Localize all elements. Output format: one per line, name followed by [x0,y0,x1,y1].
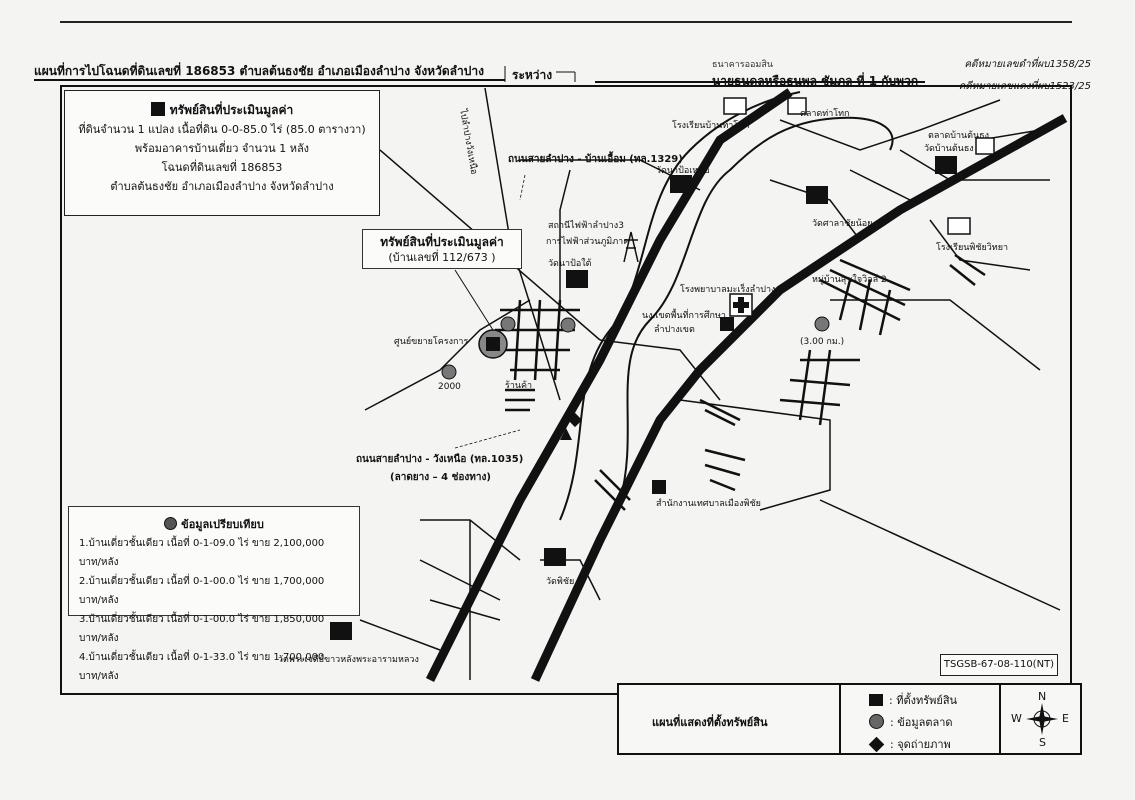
comparison-item: 3.บ้านเดี่ยวชั้นเดียว เนื้อที่ 0-1-00.0 ไร่ ขาย 1,850,000 บาท/หลัง [79,614,325,644]
compass-rose [1011,691,1073,751]
label-wat-ton-thong: วัดบ้านต้นธง [924,144,974,154]
footer-divider [839,685,841,753]
label-wat-pong-tai: วัดนาป้อใต้ [548,259,592,269]
legend-photo [869,735,951,753]
legend-market-label: : ข้อมูลตลาด [890,716,953,729]
label-community: ศูนย์ขยายโครงการ [394,337,469,347]
label-market-ton-thong: ตลาดบ้านต้นธง [928,131,990,141]
callout-title: ทรัพย์สินที่ประเมินมูลค่า [380,235,504,249]
case-number-black: คดีหมายเลขดำที่ผบ1358/25 [964,59,1091,70]
legend-panel [617,683,1082,755]
market-dot-icon [164,517,177,530]
property-square-icon [151,102,165,116]
compass-west: W [1011,712,1022,725]
legend-photo-label: : จุดถ่ายภาพ [890,738,951,751]
label-municipal-office: สำนักงานเทศบาลเมืองพิชัย [656,499,761,509]
property-box-line2: พร้อมอาคารบ้านเดี่ยว จำนวน 1 หลัง [134,142,310,155]
comparison-title: ข้อมูลเปรียบเทียบ [181,518,264,531]
road-label-1329: ถนนสายลำปาง - บ้านเอื้อม (ทล.1329) [508,154,683,165]
bank-name: ธนาคารออมสิน [712,60,773,70]
label-distance: (3.00 กม.) [800,337,845,347]
callout-subtitle: (บ้านเลขที่ 112/673 ) [388,251,496,264]
legend-property [869,691,957,709]
label-wat-chai-noi: วัดศาลาชัยน้อย [812,219,873,229]
road-label-1035: ถนนสายลำปาง - วังเหนือ (ทล.1035) [356,454,524,465]
market-dot-icon [869,714,884,729]
comparison-item: 4.บ้านเดี่ยวชั้นเดียว เนื้อที่ 0-1-33.0 ไร่ ขาย 1,700,000 บาท/หลัง [79,652,325,682]
property-box-line4: ตำบลต้นธงชัย อำเภอเมืองลำปาง จังหวัดลำปาง [110,180,334,193]
legend-market [869,713,953,731]
compass-east: E [1062,712,1069,725]
label-market-top: ตลาดท่าโทก [800,109,850,119]
label-wat-left-bottom: วัดพระเจดีย์ขาวหลังพระอารามหลวง [278,655,419,665]
comparison-item: 2.บ้านเดี่ยวชั้นเดียว เนื้อที่ 0-1-00.0 ไร่ ขาย 1,700,000 บาท/หลัง [79,576,325,606]
property-square-icon [869,694,883,706]
label-wat-bottom: วัดพิชัย [546,577,575,587]
map-title: แผนที่การไปโฉนดที่ดินเลขที่ 186853 ตำบลต้นธงชัย อำเภอเมืองลำปาง จังหวัดลำปาง [34,64,484,78]
compass-north: N [1038,690,1047,703]
road-label-1035-note: (ลาดยาง – 4 ช่องทาง) [390,472,491,483]
label-school-right: โรงเรียนพิชัยวิทยา [936,243,1009,253]
label-power-station: สถานีไฟฟ้าลำปาง3 [548,221,624,231]
between-label: ระหว่าง [512,68,553,82]
label-edu-center: นง.เขตพื้นที่การศึกษา [642,311,726,321]
property-info-box [64,90,380,216]
label-hospital: โรงพยาบาลมะเร็งลำปาง [680,285,776,295]
comparison-item: 1.บ้านเดี่ยวชั้นเดียว เนื้อที่ 0-1-09.0 ไร่ ขาย 2,100,000 บาท/หลัง [79,538,325,568]
footer-title: แผนที่แสดงที่ตั้งทรัพย์สิน [652,716,768,729]
property-box-line3: โฉนดที่ดินเลขที่ 186853 [161,161,283,174]
north-road-label: ไปลำปางวังเหนือ [457,108,479,176]
property-box-title: ทรัพย์สินที่ประเมินมูลค่า [169,103,294,117]
label-village: หมู่บ้านสุขใจวิลล์ 2 [812,275,887,285]
party-name: นายธนดลหรือธนพล ชัมภล ที่ 1 กับพวก [712,74,919,88]
property-box-line1: ที่ดินจำนวน 1 แปลง เนื้อที่ดิน 0-0-85.0 ไร่ (85.0 ตารางวา) [78,123,366,136]
compass-south: S [1039,736,1046,749]
label-power-authority: การไฟฟ้าส่วนภูมิภาค [546,237,630,247]
property-callout [362,229,522,269]
map-code: TSGSB-67-08-110(NT) [940,654,1058,676]
case-number-red: คดีหมายเลขแดงที่ผบ1523/25 [958,81,1091,92]
label-wat-pong-nuea: วัดนาป้อเหนือ [656,166,710,176]
label-lampang-zone: ลำปางเขต [654,325,695,335]
photo-point-icon [869,737,885,753]
label-school-top: โรงเรียนบ้านท่าโทก [672,121,750,131]
legend-property-label: : ที่ตั้งทรัพย์สิน [889,694,958,707]
label-shop: ร้านค้า [505,381,533,391]
footer-divider [999,685,1001,753]
label-km-2000: 2000 [438,382,461,392]
